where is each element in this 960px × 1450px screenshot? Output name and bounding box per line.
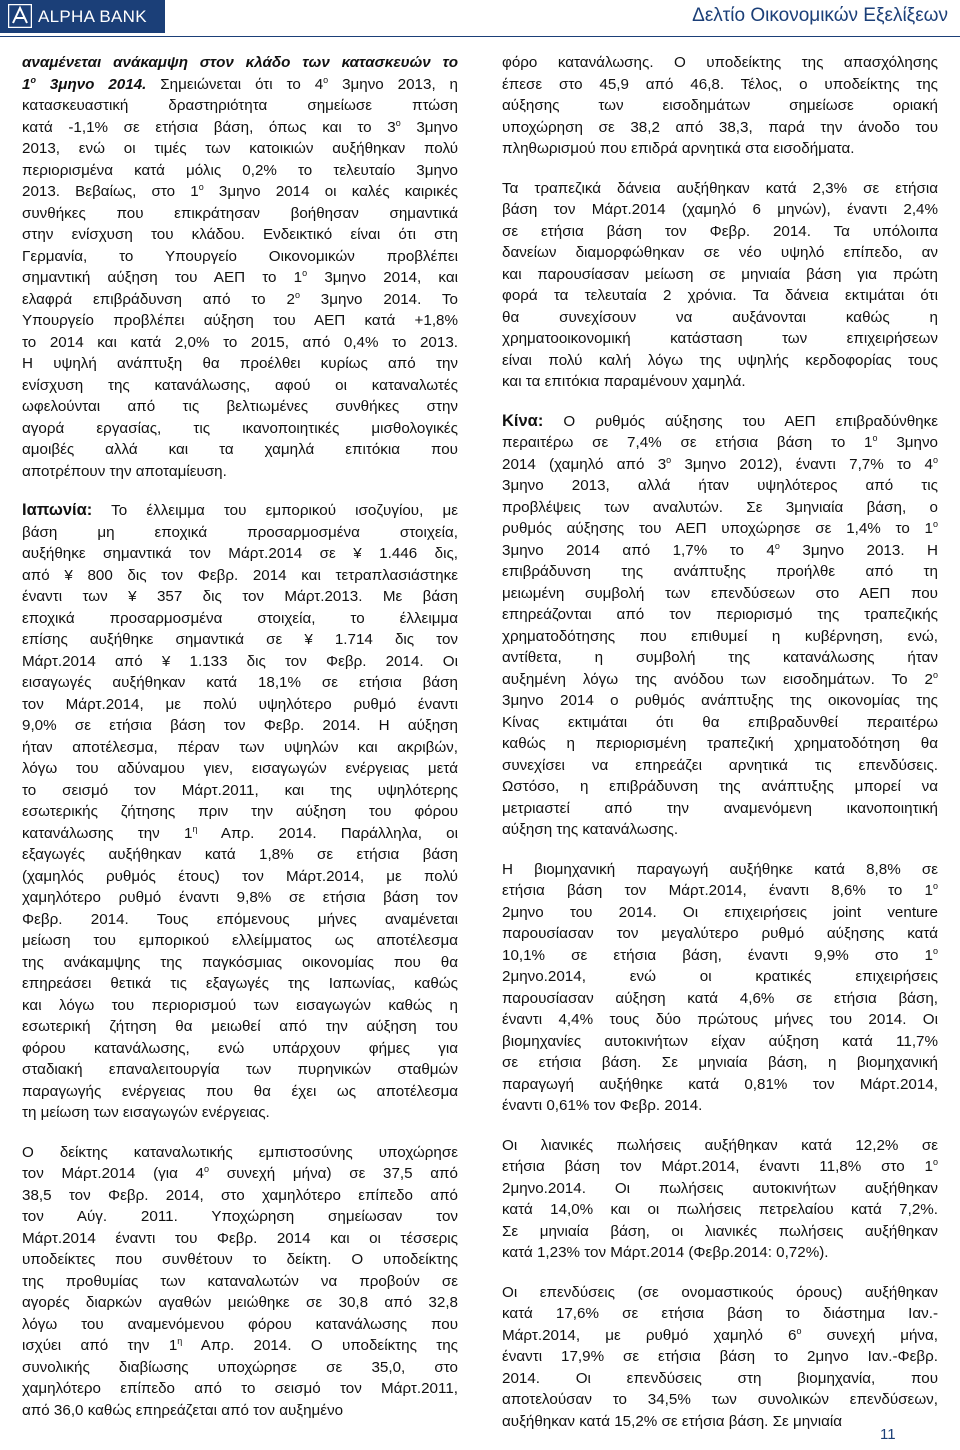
text-line bbox=[22, 758, 458, 780]
text-line bbox=[502, 647, 938, 669]
text-segment: Τα τραπεζικά δάνεια αυξήθηκαν κατά 2,3% σε ετήσια bbox=[502, 179, 938, 197]
text-line bbox=[22, 289, 458, 311]
text-line bbox=[502, 604, 938, 626]
text-line bbox=[502, 1074, 938, 1096]
text-line bbox=[502, 733, 938, 755]
text-segment: τον Αύγ. 2011. Υποχώρηση σημείωσαν τον bbox=[22, 1208, 458, 1225]
text-line bbox=[22, 1163, 458, 1185]
text-segment: προβλέψεις των αναλυτών. Σε 3μηνιαία βάση, ο bbox=[502, 498, 938, 516]
superscript: ο bbox=[323, 74, 329, 85]
text-line bbox=[22, 138, 458, 160]
text-segment: έναντι 4,4% τους δύο πρώτους μήνες του 2014. Οι bbox=[502, 1011, 938, 1028]
superscript: ο bbox=[294, 289, 300, 300]
text-line bbox=[502, 1346, 938, 1368]
text-segment: λόγω του αναμενόμενου φόρου κατανάλωσης που bbox=[22, 1315, 458, 1333]
text-segment: αγορά εργασίας, τις ικανοποιητικές μισθολογικές bbox=[22, 419, 458, 437]
text-segment: επίσης αυξήθηκε σημαντικά σε ¥ 1.714 δις τον bbox=[22, 631, 458, 648]
text-segment: Απρ. 2014. Παράλληλα, οι bbox=[197, 824, 458, 842]
text-segment: χαμηλότερο επίπεδο από το σεισμό τον Μάρτ.2011, bbox=[22, 1380, 458, 1397]
text-line bbox=[22, 418, 458, 440]
text-segment: παρουσίασαν αύξηση κατά 4,6% σε ετήσια βάση, bbox=[502, 989, 938, 1007]
text-line bbox=[22, 439, 458, 461]
text-line bbox=[22, 995, 458, 1017]
text-line bbox=[502, 1389, 938, 1411]
text-segment: επιβράδυνση της ανάπτυξης προήλθε από τη bbox=[502, 563, 938, 580]
text-segment: (χαμηλός ρυθμός έτους) τον Μάρτ.2014, με πολύ bbox=[22, 867, 458, 885]
text-segment: είναι πολύ καλή λόγω της υψηλής κερδοφορίας τους bbox=[502, 351, 938, 369]
text-segment: έπεσε στο 45,9 από 46,8. Τέλος, ο υποδείκτης της bbox=[502, 75, 938, 93]
text-segment: κατασκευαστική δραστηριότητα σημείωσε πτώση bbox=[22, 97, 458, 114]
text-segment: Κίνας εκτιμάται ότι θα επιβραδυνθεί περαιτέρω bbox=[502, 713, 938, 731]
text-segment: τον Μάρτ.2014, με πολύ υψηλότερο ρυθμό έναντι bbox=[22, 695, 458, 713]
text-line bbox=[502, 1009, 938, 1031]
text-segment: Η υψηλή ανάπτυξη θα προέλθει κυρίως από την bbox=[22, 355, 458, 372]
text-line bbox=[502, 1095, 938, 1117]
text-line bbox=[22, 1059, 458, 1081]
text-line bbox=[502, 669, 938, 691]
text-line bbox=[502, 540, 938, 562]
paragraph bbox=[502, 859, 938, 1117]
text-segment: μειωμένη συμβολή των επενδύσεων στο ΑΕΠ που bbox=[502, 584, 938, 602]
text-segment: κατά 14,0% και οι πωλήσεις πετρελαίου κατά 7,2%. bbox=[502, 1201, 938, 1218]
text-segment: συνολικής διαβίωσης υποχώρησε σε 35,0, στο bbox=[22, 1358, 458, 1376]
page-header bbox=[0, 0, 960, 36]
text-line bbox=[502, 1052, 938, 1074]
header-divider bbox=[0, 36, 960, 37]
text-line bbox=[502, 178, 938, 200]
text-segment: ενίσχυση της κατανάλωσης, αφού οι καταναλωτές bbox=[22, 376, 458, 394]
text-line bbox=[502, 242, 938, 264]
text-segment: συνεχίσει να επηρεάζει αρνητικά τις επενδύσεις. bbox=[502, 756, 938, 774]
text-segment: αντίθετα, η συμβολή της κατανάλωσης ήταν bbox=[502, 649, 938, 666]
text-line bbox=[502, 819, 938, 841]
text-line bbox=[502, 945, 938, 967]
text-line bbox=[502, 350, 938, 372]
text-line bbox=[502, 138, 938, 160]
text-segment: Ο ρυθμός αύξησης του ΑΕΠ επιβραδύνθηκε bbox=[543, 412, 938, 430]
text-line bbox=[502, 74, 938, 96]
text-line bbox=[502, 988, 938, 1010]
text-line bbox=[502, 199, 938, 221]
text-line bbox=[502, 1368, 938, 1390]
text-line bbox=[22, 160, 458, 182]
text-segment: εσωτερικής ζήτησης πριν την αύξηση του φόρου bbox=[22, 803, 458, 820]
brand-bar bbox=[0, 0, 165, 33]
text-segment: συνεχή μήνα) σε 37,5 από bbox=[209, 1165, 458, 1182]
alpha-bank-logo-icon bbox=[8, 4, 32, 28]
text-line bbox=[22, 887, 458, 909]
page-number: 11 bbox=[880, 1426, 896, 1443]
text-line bbox=[22, 52, 458, 74]
text-segment: κατά 17,6% σε ετήσια βάση το διάστημα Ιαν.- bbox=[502, 1305, 938, 1322]
text-segment: 2014. Οι επενδύσεις στη βιομηχανία, που bbox=[502, 1369, 938, 1387]
text-segment: 2013, ενώ οι τιμές των κατοικιών αυξήθηκαν πολύ bbox=[22, 140, 458, 157]
superscript: ο bbox=[872, 433, 878, 443]
text-line bbox=[502, 264, 938, 286]
text-segment: και παρουσίασαν μείωση σε μηνιαία βάση για πρώτη bbox=[502, 265, 938, 283]
superscript: ο bbox=[932, 881, 938, 891]
text-line bbox=[22, 1185, 458, 1207]
text-segment: χαμηλότερο ρυθμό έναντι 9,8% σε ετήσια βάση τον bbox=[22, 889, 458, 906]
superscript: ο bbox=[796, 1325, 802, 1336]
text-segment: 1 bbox=[22, 75, 31, 93]
text-line bbox=[22, 930, 458, 952]
text-segment: τον Μάρτ.2014 (για 4 bbox=[22, 1165, 205, 1182]
text-segment: 3μηνο 2014. Το bbox=[299, 290, 458, 308]
text-segment: Απρ. 2014. Ο υποδείκτης της bbox=[182, 1337, 458, 1354]
text-segment: ελαφρά επιβράδυνση από το 2 bbox=[22, 290, 295, 308]
text-segment: 3μηνο 2014 ο ρυθμός ανάπτυξης της οικονομίας της bbox=[502, 692, 938, 709]
text-segment: κατά 1,23% τον Μάρτ.2014 (Φεβρ.2014: 0,72%). bbox=[502, 1244, 829, 1261]
text-segment: Γερμανία, το Υπουργείο Οικονομικών προβλέπει bbox=[22, 247, 458, 265]
text-segment: ρυθμός αύξησης του ΑΕΠ υποχώρησε σε 1,4% το 1 bbox=[502, 520, 933, 537]
text-line bbox=[22, 203, 458, 225]
text-line bbox=[22, 694, 458, 716]
text-line bbox=[502, 1199, 938, 1221]
superscript: ο bbox=[395, 117, 401, 128]
text-line bbox=[22, 1081, 458, 1103]
text-line bbox=[502, 328, 938, 350]
text-segment: ισχύει από την 1 bbox=[22, 1337, 178, 1354]
text-segment: παραγωγή αυξήθηκε κατά 0,81% τον Μάρτ.2014, bbox=[502, 1075, 938, 1093]
text-segment: Μάρτ.2014 έναντι του Φεβρ. 2014 και οι τέσσερις bbox=[22, 1229, 458, 1247]
text-segment: 3μηνο 2014 οι καλές καιρικές bbox=[203, 183, 458, 200]
text-segment: χρηματοοικονομική κατάσταση των επιχειρήσεων bbox=[502, 330, 938, 347]
text-line bbox=[502, 798, 938, 820]
text-segment: δανείων διαμορφώθηκαν σε νέο υψηλό επίπεδο, αν bbox=[502, 244, 938, 261]
text-segment: εξαγωγές αυξήθηκαν κατά 1,8% σε ετήσια βάση bbox=[22, 846, 458, 863]
text-segment: φόρου κατανάλωσης, ενώ υπάρχουν φήμες για bbox=[22, 1039, 458, 1057]
text-segment: αγορές διαρκών αγαθών μειώθηκε σε 30,8 από 32,8 bbox=[22, 1294, 458, 1311]
text-segment: χρηματοδότησης που επιθυμεί η κυβέρνηση, ενώ, bbox=[502, 627, 938, 645]
text-segment: σταδιακή επαναλειτουργία των πυρηνικών σταθμών bbox=[22, 1061, 458, 1078]
text-segment: κατά -1,1% σε ετήσια βάση, όπως και το 3 bbox=[22, 118, 396, 136]
text-segment: συνεχή μήνα, bbox=[801, 1326, 938, 1344]
text-segment: Ωστόσο, η επιβράδυνση της ανάπτυξης μπορεί να bbox=[502, 778, 938, 795]
text-segment: σε ετήσια βάση. Σε μηνιαία βάση, η βιομηχανική bbox=[502, 1054, 938, 1071]
paragraph bbox=[502, 1135, 938, 1264]
text-line bbox=[502, 583, 938, 605]
text-line bbox=[22, 715, 458, 737]
text-segment: το σεισμό τον Μάρτ.2011, και της υψηλότερης bbox=[22, 781, 458, 799]
text-segment: αποτρέπουν την αποταμίευση. bbox=[22, 462, 227, 480]
text-segment: 9,0% σε ετήσια βάση τον Φεβρ. 2014. Η αύξηση bbox=[22, 717, 458, 734]
superscript: ο bbox=[932, 519, 938, 529]
brand-name: ALPHA BANK bbox=[38, 7, 147, 26]
paragraph bbox=[502, 411, 938, 841]
text-segment: αύξησης των εισοδημάτων σημείωσε οριακή bbox=[502, 97, 938, 114]
text-segment: Οι επενδύσεις (σε ονομαστικούς όρους) αυξήθηκαν bbox=[502, 1283, 938, 1301]
text-line bbox=[22, 1400, 458, 1422]
text-segment: 3μηνο 2012), έναντι 7,7% το 4 bbox=[671, 455, 933, 473]
text-line bbox=[22, 1016, 458, 1038]
text-line bbox=[22, 310, 458, 332]
text-line bbox=[502, 880, 938, 902]
text-line bbox=[502, 221, 938, 243]
text-segment: εσωτερική ζήτηση θα μειωθεί από την αύξηση του bbox=[22, 1018, 458, 1035]
text-segment: αυξήθηκαν κατά 15,2% σε ετήσια βάση. Σε μηνιαία bbox=[502, 1412, 843, 1430]
text-segment: από ¥ 800 δις τον Φεβρ. 2014 και τετραπλασιάστηκε bbox=[22, 566, 458, 584]
text-line bbox=[502, 923, 938, 945]
text-segment: 10,1% σε ετήσια βάση, έναντι 9,9% στο 1 bbox=[502, 946, 933, 964]
text-segment: παραγωγής ενέργειας που θα έχει ως αποτέλεσμα bbox=[22, 1082, 458, 1100]
text-segment: επηρεάσει θετικά τις εξαγωγές της Ιαπωνίας, καθώς bbox=[22, 975, 458, 992]
text-segment: Η βιομηχανική παραγωγή αυξήθηκε κατά 8,8% σε bbox=[502, 860, 938, 878]
text-line bbox=[502, 285, 938, 307]
superscript: ο bbox=[204, 1164, 210, 1174]
text-line bbox=[22, 1102, 458, 1124]
paragraph bbox=[22, 52, 458, 482]
text-line bbox=[502, 454, 938, 476]
text-segment: τη μείωση των εισαγωγών ενέργειας. bbox=[22, 1104, 270, 1121]
text-segment: 3μηνο 2013. Η bbox=[779, 541, 938, 559]
text-line bbox=[22, 74, 458, 96]
text-segment: Οι λιανικές πωλήσεις αυξήθηκαν κατά 12,2% σε bbox=[502, 1136, 938, 1154]
text-line bbox=[22, 608, 458, 630]
text-segment: 2014 (χαμηλό από 3 bbox=[502, 455, 667, 473]
text-line bbox=[22, 522, 458, 544]
text-line bbox=[502, 117, 938, 139]
text-line bbox=[502, 371, 938, 393]
document-title: Δελτίο Οικονομικών Εξελίξεων bbox=[692, 5, 948, 26]
text-segment: εποχικά προσαρμοσμένα στοιχεία, το έλλειμμα bbox=[22, 609, 458, 627]
text-line bbox=[22, 823, 458, 845]
text-segment: Ο δείκτης καταναλωτικής εμπιστοσύνης υποχώρησε bbox=[22, 1143, 458, 1161]
text-segment: 3μηνο 2014 από 1,7% το 4 bbox=[502, 541, 775, 559]
text-line bbox=[22, 866, 458, 888]
text-segment: βιομηχανίες αυτοκινήτων είχαν αύξηση κατά 11,7% bbox=[502, 1032, 938, 1050]
superscript: ο bbox=[932, 1157, 938, 1167]
superscript: ο bbox=[774, 540, 780, 551]
text-segment: 2μηνο.2014. Οι πωλήσεις αυτοκινήτων αυξήθηκαν bbox=[502, 1179, 938, 1197]
text-segment: της ανάκαμψης της παγκόσμιας οικονομίας που θα bbox=[22, 953, 458, 971]
text-segment: περιορισμένα κατά μόλις 0,2% το τελευταίο 3μηνο bbox=[22, 161, 458, 179]
text-line bbox=[502, 1178, 938, 1200]
text-segment: και τα επιτόκια παραμένουν χαμηλά. bbox=[502, 373, 746, 390]
text-line bbox=[502, 497, 938, 519]
text-segment: Μάρτ.2014 από ¥ 1.133 δις τον Φεβρ. 2014. Οι bbox=[22, 652, 458, 670]
text-segment: 3μηνο 2014, και bbox=[307, 269, 458, 286]
section-heading: Ιαπωνία: bbox=[22, 501, 93, 519]
text-segment: αμοιβές αλλά και τα χαμηλά επιτόκια που bbox=[22, 441, 458, 458]
text-segment: έναντι των ¥ 357 δις τον Μάρτ.2013. Με βάση bbox=[22, 588, 458, 605]
text-line bbox=[22, 1228, 458, 1250]
text-line bbox=[22, 780, 458, 802]
text-line bbox=[502, 1325, 938, 1347]
text-line bbox=[22, 500, 458, 522]
text-line bbox=[502, 561, 938, 583]
text-line bbox=[22, 1378, 458, 1400]
text-segment: 2μηνο του 2014. Οι επιχειρήσεις joint venture bbox=[502, 903, 938, 921]
text-segment: καθώς η περιορισμένη τραπεζική χρηματοδότηση θα bbox=[502, 735, 938, 752]
text-segment: αύξηση της κατανάλωσης. bbox=[502, 821, 679, 838]
paragraph bbox=[22, 500, 458, 1124]
text-segment: Σε μηνιαία βάση, οι λιανικές πωλήσεις αυξήθηκαν bbox=[502, 1222, 938, 1240]
paragraph bbox=[502, 52, 938, 160]
text-segment: θα συνεχίσουν να αυξάνονται καθώς η bbox=[502, 308, 938, 326]
text-line bbox=[502, 1135, 938, 1157]
text-line bbox=[22, 909, 458, 931]
text-line bbox=[502, 1282, 938, 1304]
superscript: η bbox=[177, 1336, 183, 1346]
text-line bbox=[22, 565, 458, 587]
text-line bbox=[22, 651, 458, 673]
text-segment: αναμένεται ανάκαμψη στον κλάδο των κατασκευών το bbox=[22, 54, 458, 71]
text-segment: υποδείκτες που συνθέτουν το δείκτη. Ο υποδείκτης bbox=[22, 1251, 458, 1268]
text-line bbox=[22, 353, 458, 375]
text-line bbox=[502, 755, 938, 777]
left-column bbox=[22, 52, 458, 1421]
text-segment: ωφελούνται από τις βελτιωμένες συνθήκες στην bbox=[22, 398, 458, 415]
text-segment: παρουσίασαν τον μεγαλύτερο ρυθμό αύξησης κατά bbox=[502, 925, 938, 942]
text-line bbox=[22, 737, 458, 759]
text-line bbox=[22, 117, 458, 139]
text-segment: βάση τον Μάρτ.2014 (χαμηλό 6 μηνών), έναντι 2,4% bbox=[502, 201, 938, 218]
text-segment: κατανάλωσης την 1 bbox=[22, 824, 193, 842]
text-segment: 2μηνο.2014, ενώ οι κρατικές επιχειρήσεις bbox=[502, 968, 938, 985]
text-segment: της προθυμίας των καταναλωτών να προβούν σε bbox=[22, 1272, 458, 1290]
text-line bbox=[22, 952, 458, 974]
text-line bbox=[502, 475, 938, 497]
text-segment: λόγω του αδύναμου γιεν, εισαγωγών ενέργειας μετά bbox=[22, 760, 458, 777]
text-line bbox=[22, 246, 458, 268]
text-segment: 3μηνο 2013, η bbox=[328, 75, 459, 93]
superscript: ο bbox=[302, 268, 308, 278]
text-segment: 2013. Βεβαίως, στο 1 bbox=[22, 183, 199, 200]
text-segment: 38,5 τον Φεβρ. 2014, στο χαμηλότερο επίπεδο από bbox=[22, 1186, 458, 1204]
text-line bbox=[22, 672, 458, 694]
text-line bbox=[502, 518, 938, 540]
text-segment: Φεβρ. 2014. Τους επόμενους μήνες αναμένεται bbox=[22, 910, 458, 928]
text-segment: εισαγωγές αυξήθηκαν κατά 18,1% σε ετήσια βάση bbox=[22, 674, 458, 691]
text-line bbox=[502, 95, 938, 117]
text-line bbox=[22, 1249, 458, 1271]
text-line bbox=[22, 629, 458, 651]
text-line bbox=[22, 95, 458, 117]
paragraph bbox=[22, 1142, 458, 1422]
text-line bbox=[22, 844, 458, 866]
section-heading: Κίνα: bbox=[502, 411, 544, 430]
text-segment: αυξημένη λόγω της ανόδου των εισοδημάτων. Το 2 bbox=[502, 670, 933, 688]
text-segment: φόρο κατανάλωσης. Ο υποδείκτης της απασχόλησης bbox=[502, 54, 938, 71]
text-segment: Σημειώνεται ότι το 4 bbox=[146, 75, 324, 93]
text-segment: και λόγω του περιορισμού των εισαγωγών καθώς η bbox=[22, 996, 458, 1014]
text-line bbox=[502, 776, 938, 798]
text-line bbox=[502, 432, 938, 454]
text-line bbox=[22, 1142, 458, 1164]
text-line bbox=[22, 461, 458, 483]
text-line bbox=[22, 1335, 458, 1357]
text-line bbox=[502, 1411, 938, 1433]
text-segment: Υπουργείο προβλέπει αύξηση του ΑΕΠ κατά +1,8% bbox=[22, 312, 458, 329]
text-line bbox=[22, 973, 458, 995]
text-line bbox=[22, 1206, 458, 1228]
text-segment: πληθωρισμού που επιδρά αρνητικά στα εισοδήματα. bbox=[502, 140, 855, 157]
text-segment: συνθήκες που επικράτησαν βοήθησαν σημαντικά bbox=[22, 204, 458, 222]
text-line bbox=[502, 1242, 938, 1264]
text-segment: μείωση του εμπορικού ελλείμματος ως αποτέλεσμα bbox=[22, 932, 458, 949]
text-segment: ήταν αποτέλεσμα, πέραν των υψηλών και ακριβών, bbox=[22, 738, 458, 756]
text-line bbox=[502, 1156, 938, 1178]
text-segment: έναντι 0,61% τον Φεβρ. 2014. bbox=[502, 1097, 703, 1114]
text-segment: σε ετήσια βάση τον Φεβρ. 2014. Τα υπόλοιπα bbox=[502, 222, 938, 240]
text-segment: ετήσια βάση τον Μάρτ.2014, έναντι 8,6% το 1 bbox=[502, 882, 933, 899]
text-segment: 3μηνο 2013, αλλά ήταν υψηλότερος από τις bbox=[502, 477, 938, 494]
text-segment: Το έλλειμμα του εμπορικού ισοζυγίου, με bbox=[92, 502, 458, 519]
text-segment: αυξήθηκε σημαντικά τον Μάρτ.2014 σε ¥ 1.446 δις, bbox=[22, 545, 458, 562]
text-segment: επηρεάζονται από τον περιορισμό της τραπεζικής bbox=[502, 606, 938, 623]
paragraph bbox=[502, 1282, 938, 1433]
text-line bbox=[22, 1292, 458, 1314]
text-line bbox=[502, 902, 938, 924]
text-line bbox=[502, 1031, 938, 1053]
text-line bbox=[22, 224, 458, 246]
text-segment: από 36,0 καθώς επηρεάζεται από τον αυξημένο bbox=[22, 1401, 344, 1419]
superscript: ο bbox=[932, 454, 938, 465]
text-line bbox=[22, 396, 458, 418]
text-segment: Μάρτ.2014, με ρυθμό χαμηλό 6 bbox=[502, 1326, 797, 1344]
text-line bbox=[502, 966, 938, 988]
text-line bbox=[22, 1271, 458, 1293]
superscript: ο bbox=[932, 945, 938, 956]
text-line bbox=[22, 181, 458, 203]
text-line bbox=[502, 1221, 938, 1243]
text-segment: μετριαστεί από την αναμενόμενη ικανοποιητική bbox=[502, 799, 938, 817]
text-line bbox=[22, 1357, 458, 1379]
superscript: ο bbox=[30, 74, 36, 85]
text-line bbox=[22, 543, 458, 565]
text-line bbox=[502, 1303, 938, 1325]
superscript: ο bbox=[198, 182, 204, 192]
text-line bbox=[22, 1038, 458, 1060]
text-line bbox=[22, 586, 458, 608]
text-line bbox=[22, 267, 458, 289]
text-segment: υποχώρηση σε 38,2 από 38,3, παρά την άνοδο του bbox=[502, 118, 938, 136]
text-line bbox=[502, 411, 938, 433]
paragraph bbox=[502, 178, 938, 393]
text-line bbox=[502, 626, 938, 648]
text-segment: 3μηνο bbox=[877, 434, 939, 451]
superscript: η bbox=[192, 823, 198, 834]
text-segment: σημαντική αύξηση του ΑΕΠ το 1 bbox=[22, 269, 303, 286]
superscript: ο bbox=[932, 669, 938, 680]
text-line bbox=[22, 1314, 458, 1336]
text-segment: ετήσια βάση τον Μάρτ.2014, έναντι 11,8% στο 1 bbox=[502, 1158, 933, 1175]
text-line bbox=[502, 712, 938, 734]
text-segment: φορά τα τελευταία 2 χρόνια. Τα δάνεια εκτιμάται ότι bbox=[502, 287, 938, 304]
text-segment: στην ενίσχυση του κλάδου. Ενδεικτικό είναι ότι στη bbox=[22, 226, 458, 243]
text-segment: αποτελούσαν το 34,5% των συνολικών επενδύσεων, bbox=[502, 1391, 938, 1408]
right-column bbox=[502, 52, 938, 1432]
text-segment: 3μηνο 2014. bbox=[35, 75, 147, 93]
text-line bbox=[502, 859, 938, 881]
superscript: ο bbox=[666, 454, 672, 465]
text-segment: βάση μη εποχικά προσαρμοσμένα στοιχεία, bbox=[22, 523, 458, 541]
text-segment: το 2014 και κατά 2,0% το 2015, από 0,4% το 2013. bbox=[22, 333, 458, 351]
text-line bbox=[22, 332, 458, 354]
text-segment: περαιτέρω σε 7,4% σε ετήσια βάση το 1 bbox=[502, 434, 873, 451]
text-segment: 3μηνο bbox=[400, 118, 458, 136]
text-line bbox=[22, 801, 458, 823]
text-line bbox=[502, 690, 938, 712]
text-line bbox=[22, 375, 458, 397]
text-segment: έναντι 17,9% σε ετήσια βάση το 2μηνο Ιαν.-Φεβρ. bbox=[502, 1348, 938, 1365]
text-line bbox=[502, 52, 938, 74]
text-line bbox=[502, 307, 938, 329]
